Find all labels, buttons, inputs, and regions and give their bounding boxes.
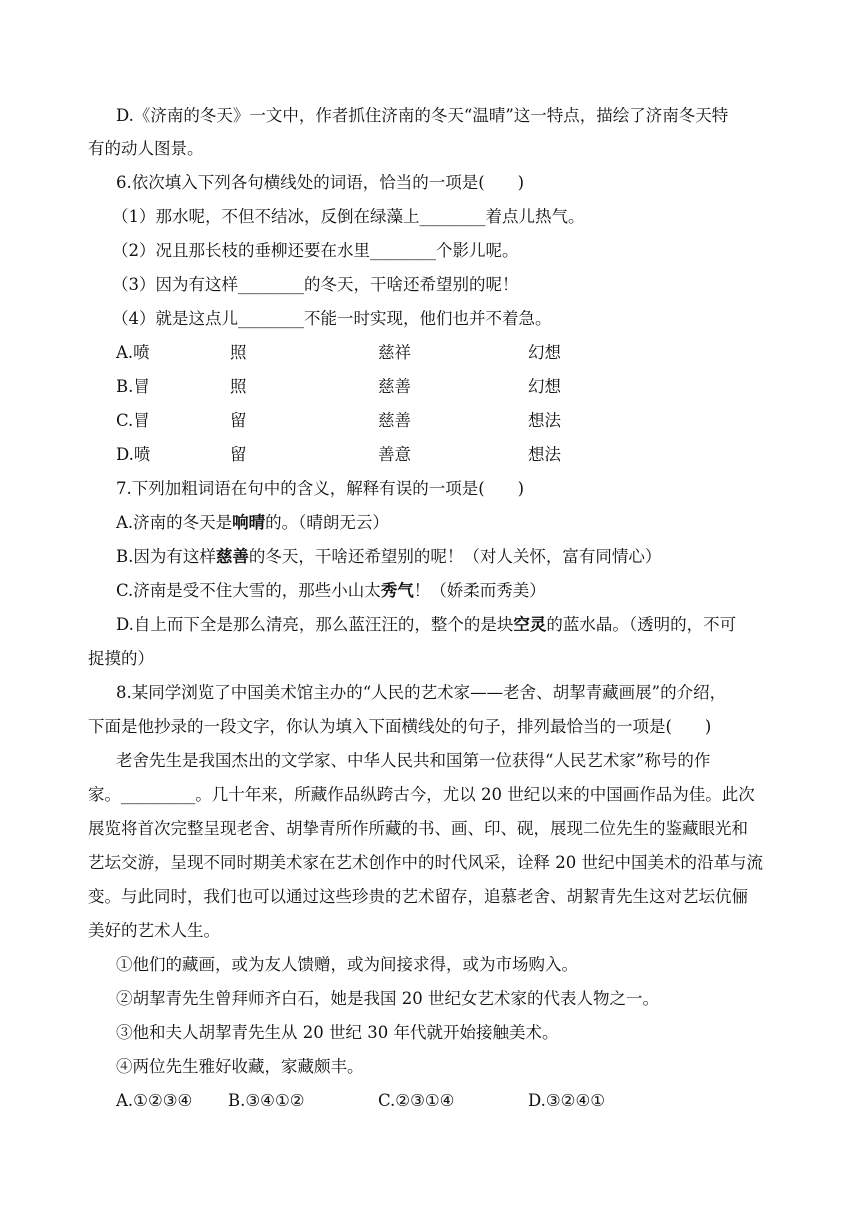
q7-option-a-explanation: 的。（晴朗无云） [265, 513, 389, 532]
q7-option-d [116, 614, 736, 636]
q6-sentence-3: （3）因为有这样________的冬天，干啥还希望别的呢！ [112, 275, 519, 294]
q5-option-d-line2: 有的动人图景。 [88, 139, 204, 158]
q8-option-c: C.②③①④ [378, 1091, 455, 1110]
q7-option-c-explanation: ！（娇柔而秀美） [413, 581, 546, 600]
q6-option-c-col2: 留 [230, 411, 247, 430]
q6-option-d-col3: 善意 [378, 445, 411, 464]
q6-sentence-4: （4）就是这点儿________不能一时实现，他们也并不着急。 [112, 309, 552, 328]
q7-option-a [116, 512, 389, 534]
q6-option-d-col4: 想法 [528, 445, 561, 464]
q6-option-a-col1: A.喷 [116, 343, 150, 362]
q7-option-d-bold-word: 空灵 [513, 615, 547, 634]
q7-option-d-text: D.自上而下全是那么清亮，那么蓝汪汪的，整个的是块 [116, 615, 514, 634]
q7-option-a-bold-word: 响晴 [232, 513, 266, 532]
q6-option-b-col4: 幻想 [528, 377, 561, 396]
q8-passage-line3: 展览将首次完整呈现老舍、胡挚青所作所藏的书、画、印、砚，展现二位先生的鉴藏眼光和 [88, 819, 748, 838]
q6-option-a-col2: 照 [230, 343, 247, 362]
q8-item-2: ②胡挈青先生曾拜师齐白石，她是我国 20 世纪女艺术家的代表人物之一。 [116, 989, 659, 1008]
q6-sentence-1: （1）那水呢，不但不结冰，反倒在绿藻上________着点儿热气。 [112, 207, 585, 226]
q6-option-d-col1: D.喷 [116, 445, 151, 464]
q7-option-b-bold-word: 慈善 [215, 547, 249, 566]
q6-option-b-col2: 照 [230, 377, 247, 396]
q6-option-d-col2: 留 [230, 445, 247, 464]
q6-option-a-col3: 慈祥 [378, 343, 411, 362]
q6-sentence-2: （2）况且那长枝的垂柳还要在水里________个影儿呢。 [112, 241, 519, 260]
q6-option-c-col3: 慈善 [378, 411, 411, 430]
q6-option-a-col4: 幻想 [528, 343, 561, 362]
q7-option-c-bold-word: 秀气 [380, 581, 414, 600]
q8-stem-line1: 8.某同学浏览了中国美术馆主办的“人民的艺术家——老舍、胡挈青藏画展”的介绍， [116, 683, 727, 702]
q8-option-d: D.③②④① [528, 1091, 606, 1110]
q8-passage-line5: 变。与此同时，我们也可以通过这些珍贵的艺术留存，追慕老舍、胡絜青先生这对艺坛伉俪 [88, 887, 748, 906]
q8-item-4: ④两位先生雅好收藏，家藏颇丰。 [116, 1057, 364, 1076]
q8-passage-line2: 家。_________。几十年来，所藏作品纵跨古今，尤以 20 世纪以来的中国画作品为佳。此次 [88, 785, 755, 804]
q7-option-d-line2: 捉摸的） [88, 649, 154, 668]
q5-option-d-line1: D.《济南的冬天》一文中，作者抓住济南的冬天“温晴”这一特点，描绘了济南冬天特 [116, 106, 729, 125]
q7-option-a-text: A.济南的冬天是 [116, 513, 233, 532]
q7-option-b [116, 546, 661, 568]
q6-option-c-col4: 想法 [528, 411, 561, 430]
q8-option-a: A.①②③④ [116, 1091, 193, 1110]
q8-item-3: ③他和夫人胡挈青先生从 20 世纪 30 年代就开始接触美术。 [116, 1023, 559, 1042]
q6-option-b-col3: 慈善 [378, 377, 411, 396]
q8-option-b: B.③④①② [228, 1091, 305, 1110]
q6-stem: 6.依次填入下列各句横线处的词语，恰当的一项是( ) [116, 173, 525, 192]
q7-stem: 7.下列加粗词语在句中的含义，解释有误的一项是( ) [116, 479, 525, 498]
q8-passage-line1: 老舍先生是我国杰出的文学家、中华人民共和国第一位获得“人民艺术家”称号的作 [116, 751, 711, 770]
q7-option-b-text: B.因为有这样 [116, 547, 216, 566]
q8-passage-line4: 艺坛交游，呈现不同时期美术家在艺术创作中的时代风采，诠释 20 世纪中国美术的沿革与流 [88, 853, 763, 872]
q8-passage-line6: 美好的艺术人生。 [88, 921, 220, 940]
q7-option-c-text: C.济南是受不住大雪的，那些小山太 [116, 581, 381, 600]
q6-option-c-col1: C.冒 [116, 411, 150, 430]
q7-option-d-explanation: 的蓝水晶。（透明的，不可 [546, 615, 737, 634]
q6-option-b-col1: B.冒 [116, 377, 150, 396]
q8-item-1: ①他们的藏画，或为友人馈赠，或为间接求得，或为市场购入。 [116, 955, 578, 974]
q7-option-c [116, 580, 546, 602]
q7-option-b-explanation: 的冬天，干啥还希望别的呢！（对人关怀，富有同情心） [248, 547, 662, 566]
q8-stem-line2: 下面是他抄录的一段文字，你认为填入下面横线处的句子，排列最恰当的一项是( ) [88, 717, 712, 736]
